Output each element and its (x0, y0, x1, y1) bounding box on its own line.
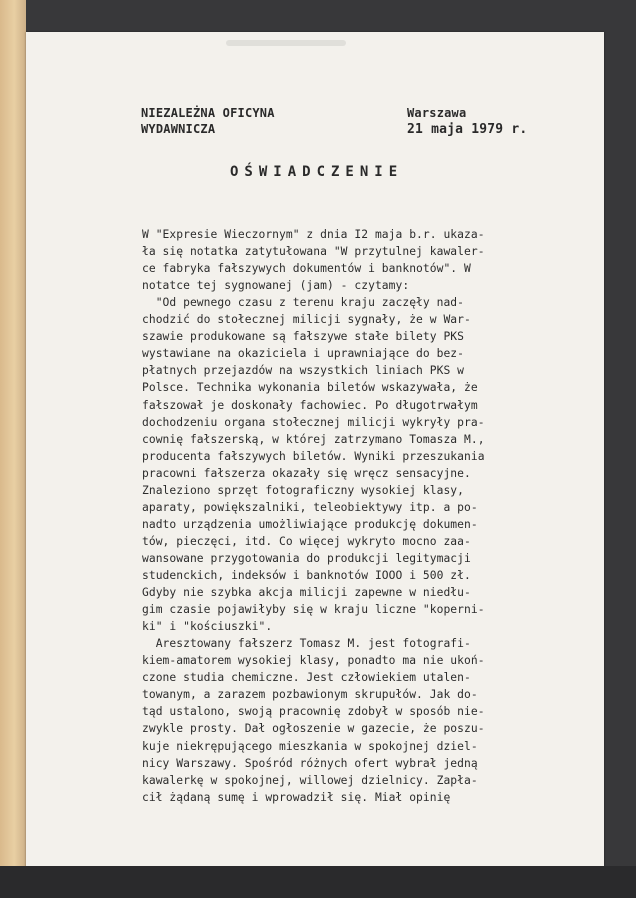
body-text-line: szawie produkowane są fałszywe stałe bilety PKS (142, 330, 465, 344)
body-text-line: wansowane przygotowania do produkcji legitymacji (142, 551, 471, 565)
body-text-line: wystawiane na okaziciela i uprawniające do bez- (142, 347, 465, 361)
body-text-line: nicy Warszawy. Spośród różnych ofert wybrał jedną (142, 756, 478, 770)
body-text-line: notatce tej sygnowanej (jam) - czytamy: (142, 279, 410, 293)
body-text-line: fałszował je doskonały fachowiec. Po długotrwałym (142, 398, 478, 412)
body-text-line: płatnych przejazdów na wszystkich liniach PKS w (142, 364, 465, 378)
body-text-line: producenta fałszywych biletów. Wyniki przeszukania (142, 449, 485, 463)
document-page (26, 32, 604, 868)
body-text-line: dochodzeniu organa stołecznej milicji wykryły pra- (142, 415, 485, 429)
body-text-line: zwykle prosty. Dał ogłoszenie w gazecie, że poszu- (142, 722, 485, 736)
body-text-line: Znaleziono sprzęt fotograficzny wysokiej klasy, (142, 483, 465, 497)
scan-bottom-edge (0, 866, 636, 898)
body-text-line: czone studia chemiczne. Jest człowiekiem utalen- (142, 671, 471, 685)
body-text-line: aparaty, powiększalniki, teleobiektywy itp. a po- (142, 500, 478, 514)
body-text-line: Polsce. Technika wykonania biletów wskazywała, że (142, 381, 478, 395)
body-text-line: Gdyby nie szybka akcja milicji zapewne w niedłu- (142, 586, 471, 600)
body-text-line: ła się notatka zatytułowana "W przytulnej kawaler- (142, 245, 485, 259)
body-text-line: cił żądaną sumę i wprowadził się. Miał opinię (142, 790, 451, 804)
body-text-line: kawalerkę w spokojnej, willowej dzielnicy. Zapła- (142, 773, 478, 787)
body-text-line: tąd ustalono, swoją pracownię zdobył w sposób nie- (142, 705, 485, 719)
body-text-line: kuje niekrępującego mieszkania w spokojnej dziel- (142, 739, 478, 753)
body-text-line: W "Expresie Wieczornym" z dnia I2 maja b.r. ukaza- (142, 228, 485, 241)
document-title: OŚWIADCZENIE (230, 164, 404, 180)
scan-left-edge (0, 0, 26, 898)
body-text-line: Aresztowany fałszerz Tomasz M. jest fotografi- (142, 637, 471, 651)
body-text-line: tów, pieczęci, itd. Co więcej wykryto mocno zaa- (142, 534, 471, 548)
document-place: Warszawa (407, 106, 467, 120)
body-text-line: nadto urządzenia umożliwiające produkcję dokumen- (142, 517, 478, 531)
body-text-line: pracowni fałszerza okazały się wręcz sensacyjne. (142, 466, 471, 480)
body-text-line: "Od pewnego czasu z terenu kraju zaczęły nad- (142, 296, 465, 310)
body-text-line: gim czasie pojawiłyby się w kraju liczne "koperni- (142, 603, 485, 617)
body-text-line: chodzić do stołecznej milicji sygnały, że w War- (142, 313, 471, 327)
body-text-line: ce fabryka fałszywych dokumentów i banknotów". W (142, 262, 471, 276)
publisher-name-line2: WYDAWNICZA (141, 122, 216, 136)
body-text-line: ki" i "kościuszki". (142, 620, 273, 634)
document-date: 21 maja 1979 r. (407, 122, 528, 137)
body-text-line: cownię fałszerską, w której zatrzymano Tomasza M., (142, 432, 485, 446)
paper-mark (226, 40, 346, 46)
body-text-line: studenckich, indeksów i banknotów IOOO i 500 zł. (142, 569, 471, 582)
publisher-name-line1: NIEZALEŻNA OFICYNA (141, 106, 275, 120)
body-text-line: towanym, a zarazem pozbawionym skrupułów. Jak do- (142, 688, 478, 702)
body-text-line: kiem-amatorem wysokiej klasy, ponadto ma nie ukoń- (142, 654, 485, 668)
